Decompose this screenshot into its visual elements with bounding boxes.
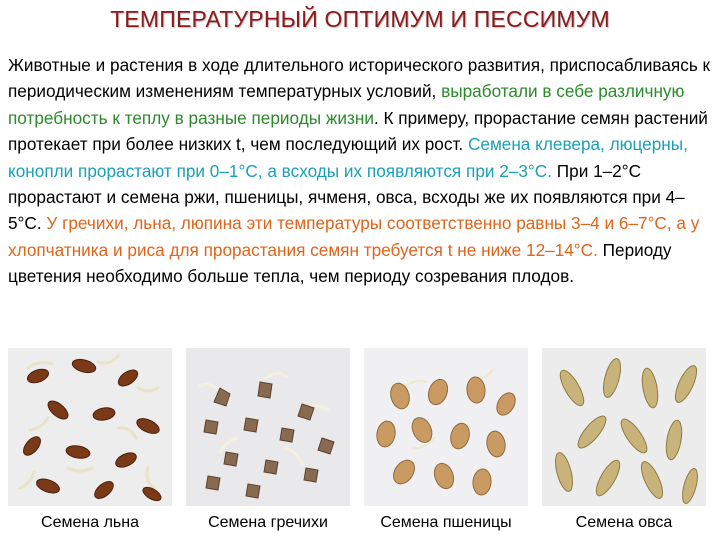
flax-seeds-photo: [8, 348, 172, 506]
text-segment: При 1–2°С прорастают и семена ржи, пшеницы, ячменя, овса, всходы же их появляются при 4–5°С.: [8, 160, 685, 234]
text-segment: . К примеру, прорастание семян растений протекает при более низких t, чем последующий их рост.: [8, 107, 708, 155]
oat-seeds-photo: [542, 348, 706, 506]
main-paragraph: [8, 52, 714, 290]
caption-flax: Семена льна: [41, 514, 139, 531]
wheat-seeds-photo: [364, 348, 528, 506]
page-title: ТЕМПЕРАТУРНЫЙ ОПТИМУМ И ПЕССИМУМ: [110, 6, 610, 32]
text-segment: Животные и растения в ходе длительного исторического развития, приспосабливаясь к периодическим изменениям температурных условий,: [8, 55, 711, 102]
buckwheat-seeds-photo: [186, 348, 350, 506]
caption-buckwheat: Семена гречихи: [208, 514, 328, 531]
highlight-orange: У гречихи, льна, люпина эти температуры соответственно равны 3–4 и 6–7°С, а у хлопчатника и риса для прорастания семян требуется t не ниже 12–14°С.: [8, 213, 700, 260]
caption-oat: Семена овса: [575, 514, 673, 531]
caption-wheat: Семена пшеницы: [380, 514, 512, 531]
highlight-cyan: Семена клевера, люцерны, конопли прорастают при 0–1°С, а всходы их появляются при 2–3°С.: [8, 134, 688, 181]
highlight-green: выработали в себе различную потребность к теплу в разные периоды жизни: [8, 81, 685, 128]
text-segment: Периоду цветения необходимо больше тепла, чем периоду созревания плодов.: [8, 239, 672, 287]
